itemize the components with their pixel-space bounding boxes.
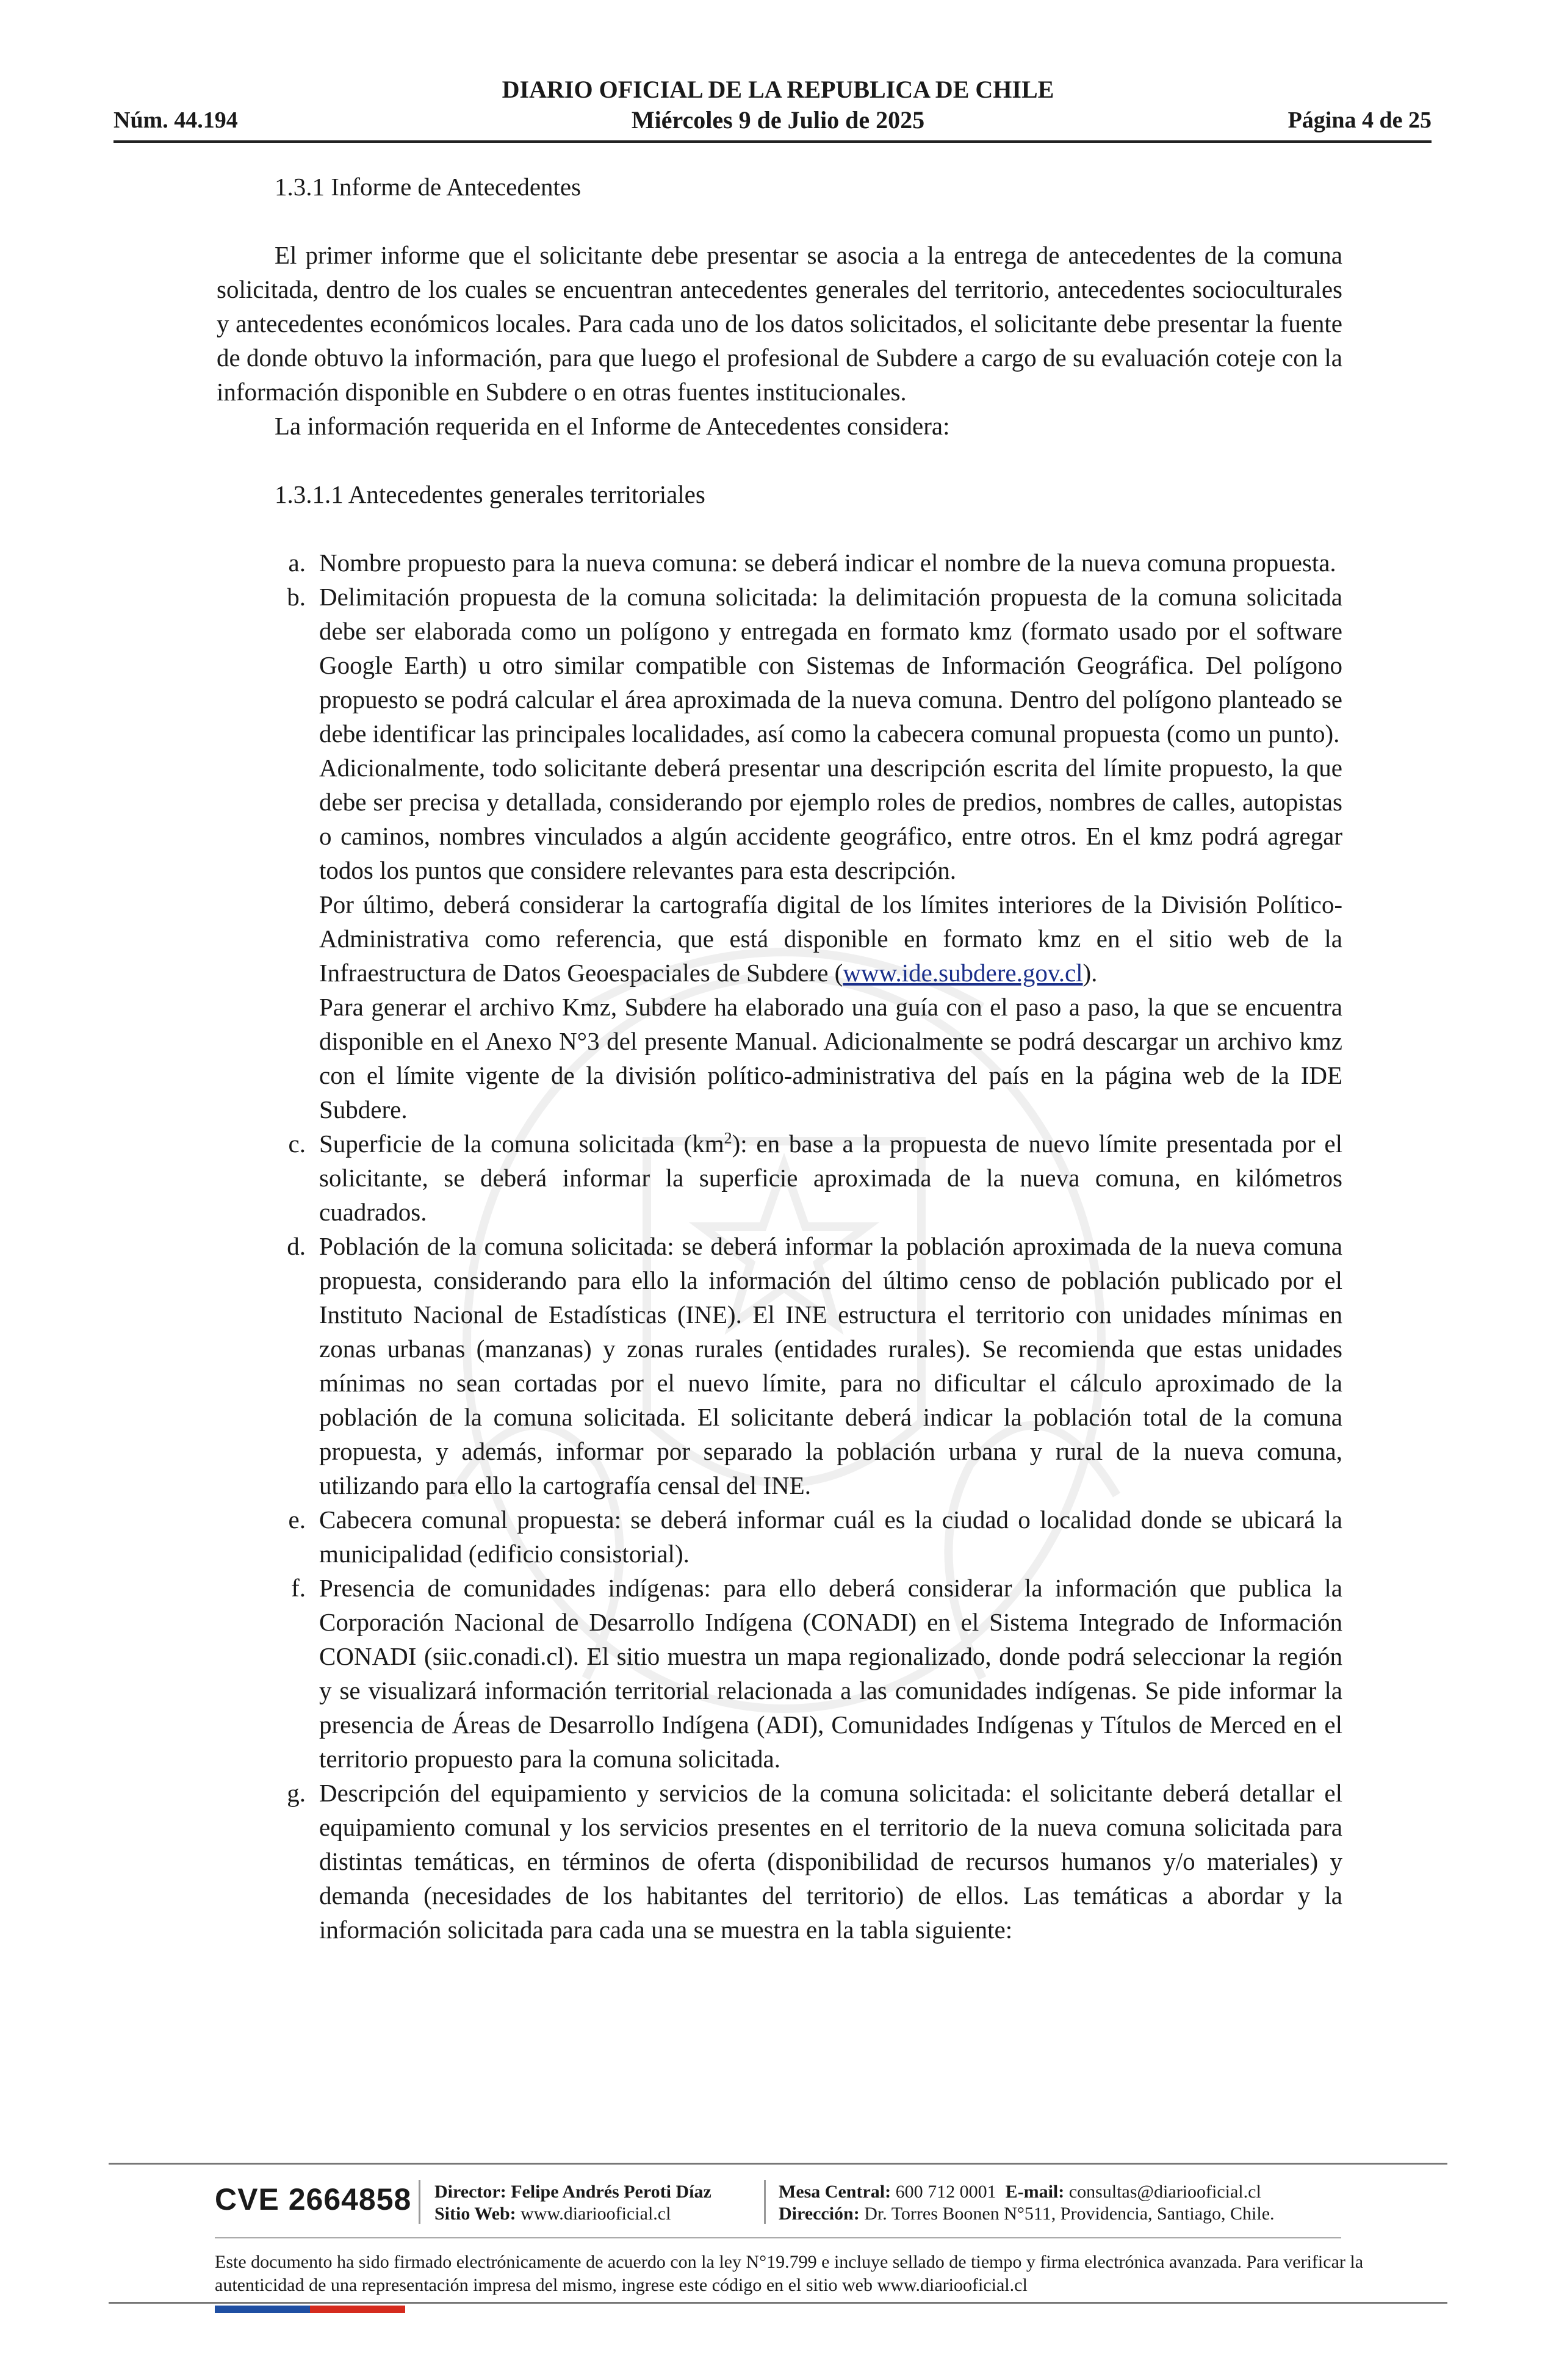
flag-stripe-blue [215, 2306, 310, 2313]
item-c-text [319, 1127, 1342, 1229]
item-f-text: Presencia de comunidades indígenas: para ello deberá considerar la información que publica la Corporación Nacional de Desarrollo Indígena (CONADI) en el Sistema Integrado de Información CONADI (siic.conadi.cl). El sitio muestra un mapa regionalizado, donde podrá seleccionar la región y se visualizará información territorial relacionada a las comunidades indígenas. Se pide informar la presencia de Áreas de Desarrollo Indígena (ADI), Comunidades Indígenas y Títulos de Merced en el territorio propuesto para la comuna solicitada. [319, 1574, 1342, 1773]
legal-notice: Este documento ha sido firmado electrónicamente de acuerdo con la ley N°19.799 e incluye sellado de tiempo y firma electrónica avanzada. Para verificar la autenticidad de una representación impresa del mismo, ingrese este código en el sitio web www.diariooficial.cl [215, 2252, 1364, 2295]
item-b-p3-close: ). [1082, 959, 1098, 987]
section-heading: 1.3.1 Informe de Antecedentes [275, 173, 582, 201]
item-b-paragraph-2: Adicionalmente, todo solicitante deberá presentar una descripción escrita del límite propuesto, la que debe ser precisa y detallada, considerando por ejemplo roles de predios, nombres de calles, autopistas o caminos, nombres vinculados a algún accidente geográfico, entre otros. En el kmz podrá agregar todos los puntos que considere relevantes para esta descripción. [319, 754, 1342, 884]
publication-title: DIARIO OFICIAL DE LA REPUBLICA DE CHILE [502, 76, 1054, 103]
address-value: Dr. Torres Boonen N°511, Providencia, Santiago, Chile. [864, 2204, 1275, 2224]
footer-separator [764, 2180, 766, 2224]
document-body [217, 170, 1342, 1947]
address-label: Dirección: [779, 2204, 860, 2224]
list-marker: b. [287, 583, 306, 611]
flag-stripe-red [310, 2306, 405, 2313]
footer-director-block [434, 2181, 711, 2225]
ide-subdere-link[interactable]: www.ide.subdere.gov.cl [843, 959, 1083, 987]
requirements-list [217, 546, 1342, 1947]
footer-contact-block [779, 2181, 1275, 2225]
phone-number: 600 712 0001 [895, 2182, 996, 2202]
list-item-b [217, 580, 1342, 1127]
list-item-e [217, 1502, 1342, 1571]
item-d-text: Población de la comuna solicitada: se deberá informar la población aproximada de la nueva comuna propuesta, considerando para ello la información del último censo de población publicado por el Instituto Nacional de Estadísticas (INE). El INE estructura el territorio con unidades mínimas en zonas urbanas (manzanas) y zonas rurales (entidades rurales). Se recomienda que estas unidades mínimas no sean cortadas por el nuevo límite, para no dificultar el cálculo aproximado de la población de la comuna solicitada. El solicitante deberá indicar la población total de la comuna propuesta, y además, informar por separado la población urbana y rural de la nueva comuna, utilizando para ello la cartografía censal del INE. [319, 1232, 1342, 1499]
item-c-text-start: Superficie de la comuna solicitada (km [319, 1130, 724, 1158]
list-item-a [217, 546, 1342, 580]
list-marker: a. [288, 549, 306, 577]
item-g-text: Descripción del equipamiento y servicios de la comuna solicitada: el solicitante deberá detallar el equipamiento comunal y los servicios presentes en el territorio de la nueva comuna solicitada para distintas temáticas, en términos de oferta (disponibilidad de recursos humanos y/o materiales) y demanda (necesidades de los habitantes del territorio) de ellos. Las temáticas a abordar y la información solicitada para cada una se muestra en la tabla siguiente: [319, 1779, 1342, 1944]
page-number: Página 4 de 25 [1288, 107, 1432, 133]
item-b-p3-text: Por último, deberá considerar la cartografía digital de los límites interiores de la División Político-Administrativa como referencia, que está disponible en formato kmz en el sitio web de la Infraestructura de Datos Geoespaciales de Subdere ( [319, 890, 1342, 987]
phone-label: Mesa Central: [779, 2182, 891, 2202]
required-info-line: La información requerida en el Informe de Antecedentes considera: [275, 412, 950, 440]
email-label: E-mail: [1005, 2182, 1065, 2202]
list-marker: g. [287, 1779, 306, 1807]
intro-paragraph: El primer informe que el solicitante debe presentar se asocia a la entrega de antecedentes de la comuna solicitada, dentro de los cuales se encuentran antecedentes generales del territorio, antecedentes socioculturales y antecedentes económicos locales. Para cada uno de los datos solicitados, el solicitante debe presentar la fuente de donde obtuvo la información, para que luego el profesional de Subdere a cargo de su evaluación coteje con la información disponible en Subdere o en otras fuentes institucionales. [217, 241, 1342, 406]
footer-divider-top [109, 2163, 1447, 2165]
footer-divider-middle [215, 2237, 1341, 2238]
item-c-text-end: ): en base a la propuesta de nuevo límite presentada por el solicitante, se deberá informar la superficie aproximada de la nueva comuna, en kilómetros cuadrados. [319, 1130, 1343, 1226]
list-item-f [217, 1571, 1342, 1776]
website-label: Sitio Web: [434, 2204, 516, 2224]
footer-separator [419, 2180, 420, 2224]
item-a-text: Nombre propuesto para la nueva comuna: se deberá indicar el nombre de la nueva comuna propuesta. [319, 549, 1336, 577]
list-marker: f. [291, 1574, 306, 1602]
list-item-d [217, 1229, 1342, 1502]
cve-code: CVE 2664858 [215, 2182, 412, 2216]
item-b-paragraph-3 [319, 887, 1342, 990]
publication-date: Miércoles 9 de Julio de 2025 [631, 106, 925, 134]
superscript-2: 2 [724, 1129, 732, 1147]
list-marker: e. [288, 1506, 306, 1534]
footer-divider-bottom [109, 2302, 1447, 2304]
subsection-heading: 1.3.1.1 Antecedentes generales territoriales [275, 480, 705, 508]
item-b-paragraph-1: Delimitación propuesta de la comuna solicitada: la delimitación propuesta de la comuna solicitada debe ser elaborada como un polígono y entregada en formato kmz (formato usado por el software Google Earth) u otro similar compatible con Sistemas de Información Geográfica. Del polígono propuesto se podrá calcular el área aproximada de la nueva comuna. Dentro del polígono planteado se debe identificar las principales localidades, así como la cabecera comunal propuesta (como un punto). [319, 583, 1342, 748]
issue-number: Núm. 44.194 [113, 107, 238, 133]
director-name: Felipe Andrés Peroti Díaz [511, 2182, 711, 2202]
email-address[interactable]: consultas@diariooficial.cl [1068, 2182, 1261, 2202]
website-link[interactable]: www.diariooficial.cl [520, 2204, 671, 2224]
header-divider [113, 140, 1432, 143]
item-e-text: Cabecera comunal propuesta: se deberá informar cuál es la ciudad o localidad donde se ubicará la municipalidad (edificio consistorial). [319, 1506, 1342, 1568]
list-item-g [217, 1776, 1342, 1947]
list-item-c [217, 1127, 1342, 1229]
director-label: Director: [434, 2182, 506, 2202]
item-b-paragraph-4: Para generar el archivo Kmz, Subdere ha elaborado una guía con el paso a paso, la que se encuentra disponible en el Anexo N°3 del presente Manual. Adicionalmente se podrá descargar un archivo kmz con el límite vigente de la división político-administrativa del país en la página web de la IDE Subdere. [319, 993, 1342, 1123]
list-marker: d. [287, 1232, 306, 1260]
list-marker: c. [288, 1130, 306, 1158]
